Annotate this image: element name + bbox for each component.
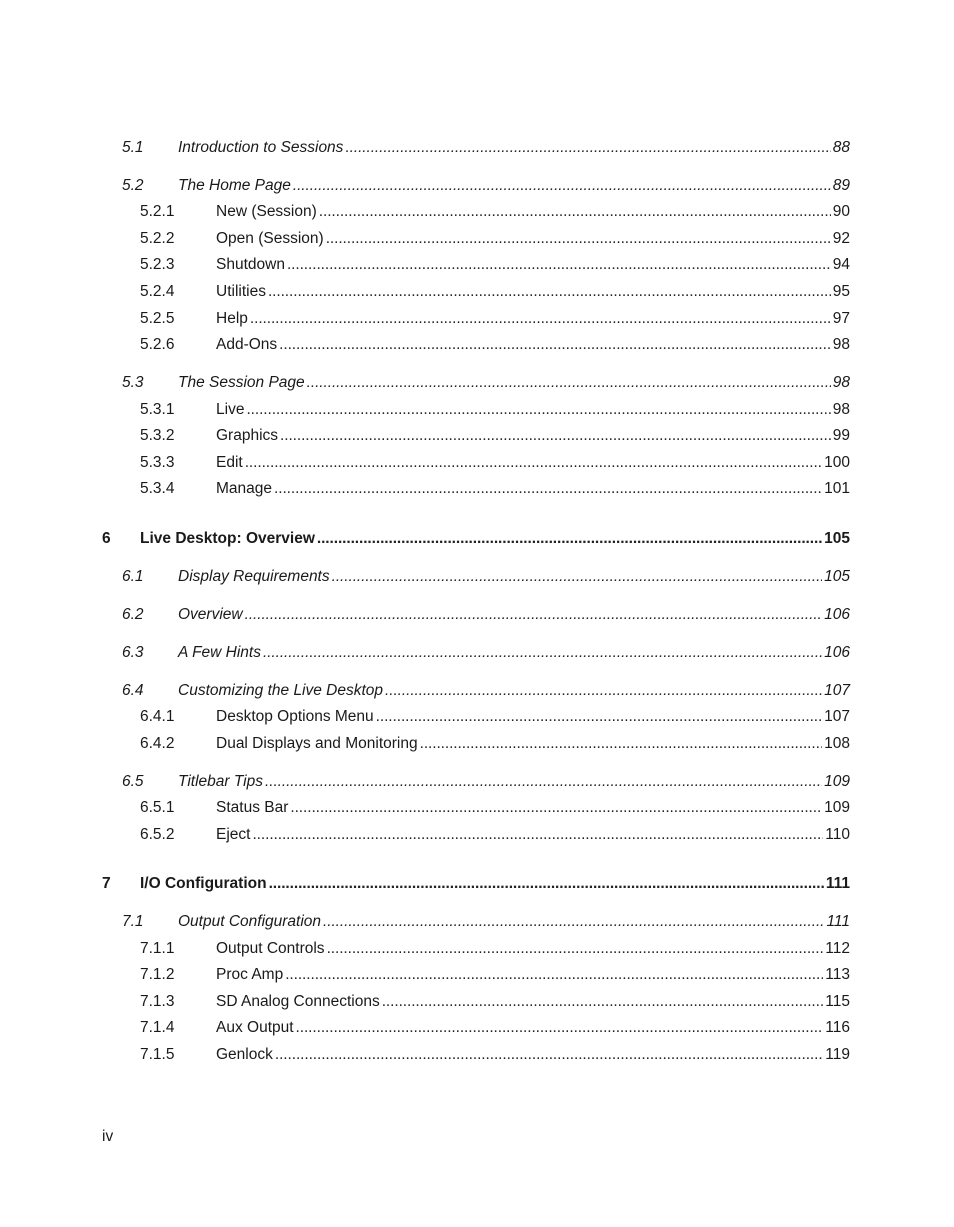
toc-entry-page[interactable]: 112 (825, 940, 850, 957)
toc-entry-title[interactable]: Utilities (216, 283, 266, 300)
toc-entry[interactable] (0, 137, 954, 159)
toc-entry-line (216, 201, 850, 223)
toc-entry-line (216, 1017, 850, 1039)
toc-entry[interactable] (0, 425, 954, 447)
toc-entry-title[interactable]: Customizing the Live Desktop (178, 682, 384, 699)
toc-entry-number: 6.4.1 (140, 708, 175, 725)
toc-entry-title[interactable]: Graphics (216, 427, 279, 444)
toc-entry-title[interactable]: Display Requirements (178, 568, 330, 585)
toc-entry-number: 5.2.3 (140, 256, 175, 273)
toc-entry-page[interactable]: 111 (825, 875, 850, 892)
toc-entry[interactable] (0, 938, 954, 960)
toc-dot-leader (326, 228, 831, 250)
toc-entry[interactable] (0, 706, 954, 728)
toc-entry-number: 5.3.1 (140, 401, 175, 418)
toc-entry-page[interactable]: 110 (825, 826, 850, 843)
toc-entry-number: 5.2.2 (140, 230, 175, 247)
toc-entry[interactable] (0, 228, 954, 250)
toc-entry[interactable] (0, 478, 954, 500)
toc-dot-leader (275, 1044, 823, 1066)
toc-entry-page[interactable]: 119 (825, 1046, 850, 1063)
toc-entry-title[interactable]: Output Controls (216, 940, 325, 957)
toc-dot-leader (269, 873, 824, 895)
toc-entry-title[interactable]: Introduction to Sessions (178, 139, 344, 156)
toc-entry[interactable] (0, 873, 954, 895)
toc-entry-number: 6.1 (122, 568, 144, 585)
toc-entry-title[interactable]: Edit (216, 454, 243, 471)
toc-entry-line (216, 938, 850, 960)
toc-entry-line (178, 771, 850, 793)
toc-entry-page[interactable]: 115 (825, 993, 850, 1010)
toc-entry[interactable] (0, 1044, 954, 1066)
toc-dot-leader (382, 991, 824, 1013)
toc-entry-line (178, 642, 850, 664)
toc-entry-line (178, 911, 850, 933)
toc-entry-line (178, 372, 850, 394)
toc-entry-title[interactable]: Add-Ons (216, 336, 278, 353)
toc-entry-title[interactable]: The Home Page (178, 177, 291, 194)
toc-dot-leader (323, 911, 824, 933)
toc-entry-line (140, 873, 850, 895)
toc-entry-number: 5.2.6 (140, 336, 175, 353)
toc-dot-leader (317, 528, 822, 550)
toc-entry[interactable] (0, 175, 954, 197)
toc-entry-page[interactable]: 105 (824, 568, 850, 585)
toc-entry-number: 5.2.4 (140, 283, 175, 300)
toc-entry-page[interactable]: 97 (832, 310, 850, 327)
toc-entry-line (216, 334, 850, 356)
toc-entry-title[interactable]: The Session Page (178, 374, 305, 391)
toc-entry[interactable] (0, 991, 954, 1013)
toc-entry[interactable] (0, 824, 954, 846)
toc-entry-number: 5.2.1 (140, 203, 175, 220)
toc-entry-title[interactable]: Status Bar (216, 799, 289, 816)
toc-dot-leader (376, 706, 822, 728)
toc-entry-number: 5.1 (122, 139, 144, 156)
toc-entry-title[interactable]: Overview (178, 606, 243, 623)
toc-dot-leader (246, 399, 830, 421)
toc-entry-line (140, 528, 850, 550)
toc-entry-line (216, 824, 850, 846)
toc-entry[interactable] (0, 254, 954, 276)
toc-entry-page[interactable]: 90 (832, 203, 850, 220)
toc-entry[interactable] (0, 911, 954, 933)
toc-entry-title[interactable]: Titlebar Tips (178, 773, 264, 790)
toc-entry-title[interactable]: Live Desktop: Overview (140, 530, 315, 547)
toc-entry-title[interactable]: Aux Output (216, 1019, 294, 1036)
toc-entry-line (216, 425, 850, 447)
toc-entry[interactable] (0, 771, 954, 793)
toc-dot-leader (279, 334, 831, 356)
toc-entry-page[interactable]: 92 (832, 230, 850, 247)
toc-entry-number: 6.4 (122, 682, 144, 699)
toc-entry-page[interactable]: 116 (825, 1019, 850, 1036)
toc-entry-page[interactable]: 89 (832, 177, 850, 194)
toc-dot-leader (287, 254, 831, 276)
toc-entry-title[interactable]: Live (216, 401, 245, 418)
toc-entry-line (216, 308, 850, 330)
toc-entry-line (216, 797, 850, 819)
toc-dot-leader (307, 372, 831, 394)
toc-entry-page[interactable]: 105 (824, 530, 850, 547)
toc-dot-leader (296, 1017, 824, 1039)
toc-dot-leader (250, 308, 831, 330)
toc-entry-line (178, 175, 850, 197)
toc-entry-page[interactable]: 107 (824, 682, 850, 699)
toc-dot-leader (274, 478, 822, 500)
toc-entry-number: 6.5.2 (140, 826, 175, 843)
toc-entry-number: 6.4.2 (140, 735, 175, 752)
toc-entry-page[interactable]: 108 (824, 735, 850, 752)
toc-entry-line (216, 1044, 850, 1066)
toc-entry-line (178, 566, 850, 588)
toc-entry-number: 6 (102, 530, 111, 547)
toc-entry[interactable] (0, 308, 954, 330)
toc-entry-title[interactable]: Desktop Options Menu (216, 708, 374, 725)
toc-entry-line (178, 604, 850, 626)
toc-entry-page[interactable]: 95 (832, 283, 850, 300)
toc-entry-number: 5.2.5 (140, 310, 175, 327)
toc-entry-page[interactable]: 98 (832, 374, 850, 391)
toc-entry[interactable] (0, 1017, 954, 1039)
toc-entry-number: 7.1 (122, 913, 144, 930)
toc-entry-title[interactable]: Manage (216, 480, 273, 497)
toc-entry-title[interactable]: Output Configuration (178, 913, 322, 930)
toc-entry-number: 6.3 (122, 644, 144, 661)
toc-entry-number: 7.1.2 (140, 966, 175, 983)
toc-entry-number: 7.1.3 (140, 993, 175, 1010)
toc-entry-page[interactable]: 107 (824, 708, 850, 725)
toc-entry-page[interactable]: 111 (826, 913, 850, 930)
toc-entry[interactable] (0, 399, 954, 421)
toc-entry-page[interactable]: 113 (825, 966, 850, 983)
toc-entry-line (178, 680, 850, 702)
toc-entry-title[interactable]: Open (Session) (216, 230, 324, 247)
toc-dot-leader (290, 797, 822, 819)
toc-dot-leader (245, 452, 822, 474)
toc-entry[interactable] (0, 642, 954, 664)
toc-entry-title[interactable]: I/O Configuration (140, 875, 267, 892)
toc-dot-leader (293, 175, 831, 197)
toc-dot-leader (285, 964, 823, 986)
toc-entry[interactable] (0, 372, 954, 394)
toc-entry[interactable] (0, 680, 954, 702)
toc-entry-title[interactable]: Eject (216, 826, 251, 843)
toc-entry-number: 6.2 (122, 606, 144, 623)
toc-entry[interactable] (0, 733, 954, 755)
toc-dot-leader (327, 938, 824, 960)
toc-entry-title[interactable]: A Few Hints (178, 644, 261, 661)
toc-entry[interactable] (0, 566, 954, 588)
toc-entry-line (216, 399, 850, 421)
toc-dot-leader (268, 281, 831, 303)
toc-dot-leader (332, 566, 823, 588)
toc-dot-leader (420, 733, 823, 755)
toc-entry-line (216, 733, 850, 755)
page-number: iv (102, 1128, 114, 1145)
toc-entry-title[interactable]: Shutdown (216, 256, 285, 273)
toc-entry-title[interactable]: Genlock (216, 1046, 273, 1063)
toc-entry-line (216, 706, 850, 728)
toc-dot-leader (265, 771, 822, 793)
toc-entry-page[interactable]: 98 (832, 336, 850, 353)
toc-dot-leader (263, 642, 822, 664)
toc-entry[interactable] (0, 797, 954, 819)
toc-entry-line (216, 964, 850, 986)
toc-entry-number: 7.1.4 (140, 1019, 175, 1036)
toc-entry-title[interactable]: SD Analog Connections (216, 993, 380, 1010)
toc-entry-page[interactable]: 109 (824, 773, 850, 790)
toc-dot-leader (252, 824, 823, 846)
toc-entry-number: 6.5 (122, 773, 144, 790)
toc-entry-page[interactable]: 101 (824, 480, 850, 497)
toc-entry-page[interactable]: 98 (832, 401, 850, 418)
toc-entry-page[interactable]: 94 (832, 256, 850, 273)
toc-entry-line (216, 281, 850, 303)
toc-entry[interactable] (0, 452, 954, 474)
toc-entry-number: 7 (102, 875, 111, 892)
toc-entry[interactable] (0, 281, 954, 303)
toc-entry-page[interactable]: 88 (832, 139, 850, 156)
toc-entry[interactable] (0, 964, 954, 986)
toc-entry-line (216, 452, 850, 474)
toc-dot-leader (385, 680, 822, 702)
toc-entry-number: 5.2 (122, 177, 144, 194)
toc-dot-leader (319, 201, 831, 223)
toc-entry-page[interactable]: 106 (824, 606, 850, 623)
toc-entry-line (216, 254, 850, 276)
toc-entry-number: 5.3.3 (140, 454, 175, 471)
toc-entry-number: 7.1.5 (140, 1046, 175, 1063)
toc-dot-leader (345, 137, 830, 159)
toc-entry-line (216, 478, 850, 500)
toc-entry-title[interactable]: Proc Amp (216, 966, 284, 983)
toc-entry-number: 7.1.1 (140, 940, 175, 957)
toc-entry[interactable] (0, 528, 954, 550)
toc-dot-leader (245, 604, 823, 626)
toc-entry[interactable] (0, 334, 954, 356)
toc-entry-page[interactable]: 106 (824, 644, 850, 661)
toc-entry-number: 5.3.2 (140, 427, 175, 444)
toc-entry-page[interactable]: 100 (824, 454, 850, 471)
toc-entry-page[interactable]: 99 (832, 427, 850, 444)
toc-entry-line (216, 228, 850, 250)
toc-entry[interactable] (0, 201, 954, 223)
toc-entry-number: 6.5.1 (140, 799, 175, 816)
toc-entry-number: 5.3 (122, 374, 144, 391)
toc-entry-title[interactable]: New (Session) (216, 203, 317, 220)
toc-entry[interactable] (0, 604, 954, 626)
toc-entry-title[interactable]: Help (216, 310, 248, 327)
toc-entry-page[interactable]: 109 (824, 799, 850, 816)
toc-dot-leader (280, 425, 831, 447)
toc-entry-number: 5.3.4 (140, 480, 175, 497)
toc-entry-title[interactable]: Dual Displays and Monitoring (216, 735, 418, 752)
toc-entry-line (216, 991, 850, 1013)
toc-entry-line (178, 137, 850, 159)
